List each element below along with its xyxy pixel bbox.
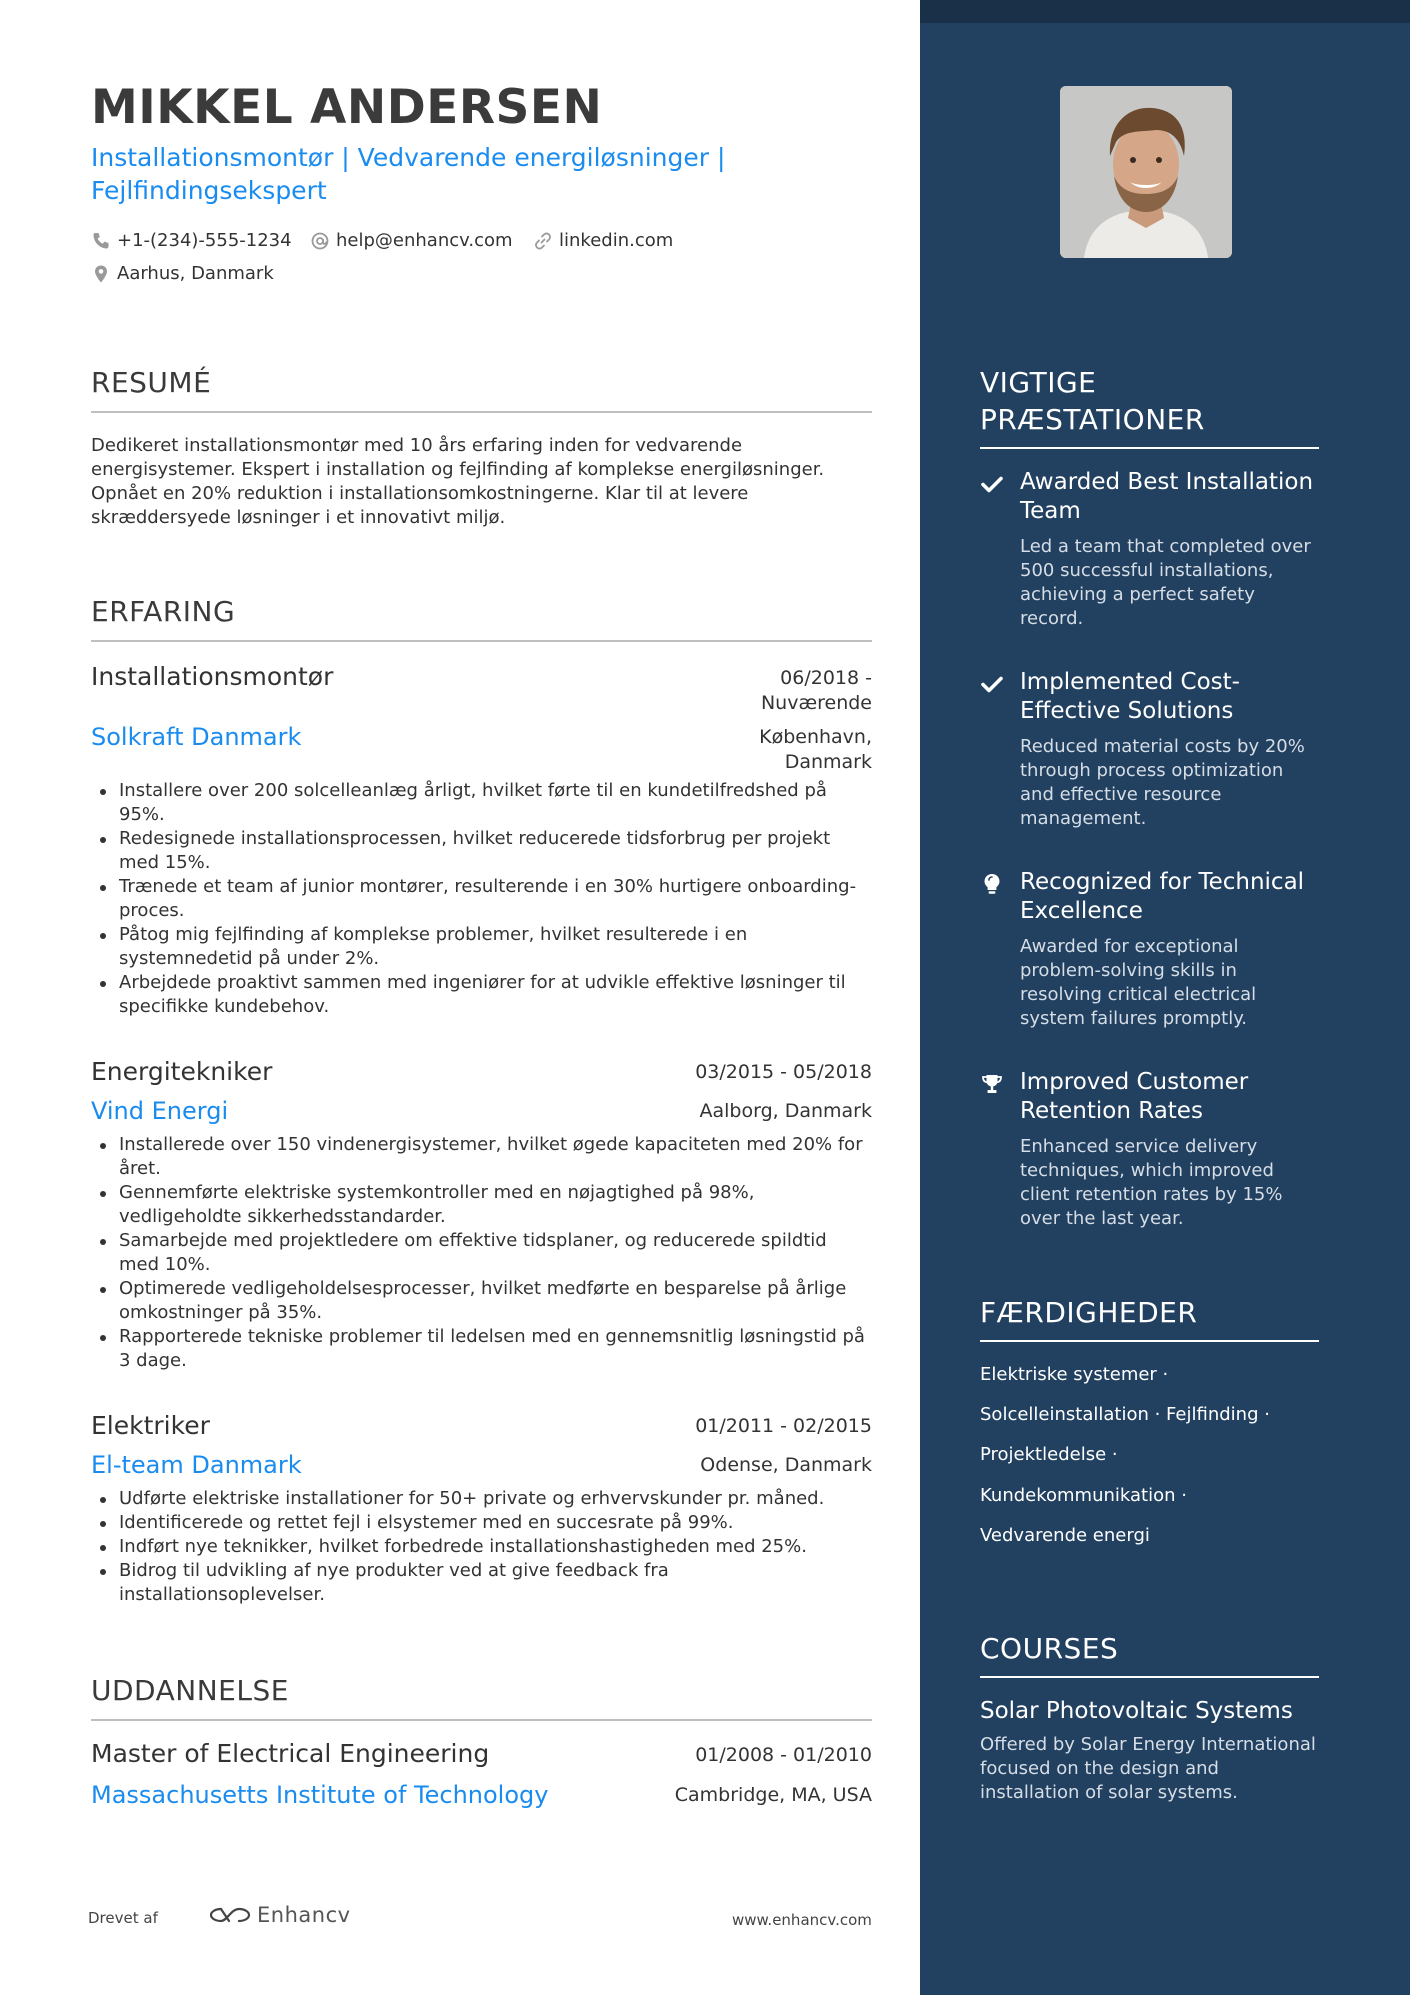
summary-heading: RESUMÉ bbox=[91, 366, 212, 399]
achievement-title: Improved Customer Retention Rates bbox=[1020, 1069, 1249, 1124]
job-company: El-team Danmark bbox=[91, 1451, 302, 1479]
footer-brand-text: Enhancv bbox=[257, 1903, 351, 1927]
summary-text: Dedikeret installationsmontør med 10 års erfaring inden for vedvarende energisystemer. Ekspert i installation og fejlfinding af komplekse energiløsninger. Opnået en 20% reduktion i installationsomkostningerne. Klar til at levere skræddersyede løsninger i et innovativt miljø. bbox=[91, 435, 825, 528]
skill-line: Vedvarende energi bbox=[980, 1525, 1150, 1546]
achievement-title: Awarded Best Installation Team bbox=[1020, 469, 1314, 524]
achievements-divider bbox=[980, 447, 1319, 449]
job-bullet: Udførte elektriske installationer for 50+ private og erhvervskunder pr. måned. bbox=[119, 1487, 872, 1511]
sidebar-top-bar bbox=[920, 0, 1410, 23]
job-bullet: Identificerede og rettet fejl i elsystemer med en succesrate på 99%. bbox=[119, 1511, 872, 1535]
job-bullet: Rapporterede tekniske problemer til ledelsen med en gennemsnitlig løsningstid på 3 dage. bbox=[119, 1325, 872, 1373]
contact-linkedin[interactable] bbox=[533, 230, 673, 251]
achievements-heading-line2: PRÆSTATIONER bbox=[980, 403, 1205, 436]
job-bullet: Installere over 200 solcelleanlæg årligt, hvilket førte til en kundetilfredshed på 95%. bbox=[119, 779, 872, 827]
courses-heading: COURSES bbox=[980, 1632, 1119, 1665]
education-date: 01/2008 - 01/2010 bbox=[695, 1744, 872, 1766]
job-date-end: Nuværende bbox=[760, 692, 872, 714]
candidate-headline: Installationsmontør | Vedvarende energiløsninger | Fejlfindingsekspert bbox=[91, 143, 726, 205]
course-desc: Offered by Solar Energy International focused on the design and installation of solar systems. bbox=[980, 1734, 1316, 1803]
skill-line: Projektledelse · bbox=[980, 1444, 1118, 1465]
job-bullet: Bidrog til udvikling af nye produkter ved at give feedback fra installationsoplevelser. bbox=[119, 1559, 872, 1607]
achievement-title: Recognized for Technical Excellence bbox=[1020, 869, 1305, 924]
experience-heading: ERFARING bbox=[91, 595, 236, 628]
skill-line: Kundekommunikation · bbox=[980, 1485, 1187, 1506]
skill-line: Solcelleinstallation · Fejlfinding · bbox=[980, 1404, 1270, 1425]
job-title: Elektriker bbox=[91, 1411, 210, 1440]
job-bullet: Optimerede vedligeholdelsesprocesser, hvilket medførte en besparelse på årlige omkostninger på 35%. bbox=[119, 1277, 872, 1325]
job-location: Odense, Danmark bbox=[700, 1454, 872, 1476]
job-title: Installationsmontør bbox=[91, 662, 334, 691]
skills-divider bbox=[980, 1340, 1319, 1342]
profile-photo bbox=[1060, 86, 1232, 258]
job-bullet: Påtog mig fejlfinding af komplekse problemer, hvilket resulterede i en systemnedetid på under 2%. bbox=[119, 923, 872, 971]
course-title: Solar Photovoltaic Systems bbox=[980, 1698, 1293, 1724]
contact-phone bbox=[91, 230, 292, 251]
job-date bbox=[761, 666, 872, 716]
education-location: Cambridge, MA, USA bbox=[674, 1784, 872, 1806]
job-bullet: Redesignede installationsprocessen, hvilket reducerede tidsforbrug per projekt med 15%. bbox=[119, 827, 872, 875]
job-company: Vind Energi bbox=[91, 1097, 229, 1125]
at-icon bbox=[310, 231, 330, 251]
education-heading: UDDANNELSE bbox=[91, 1674, 289, 1707]
job-location bbox=[759, 725, 872, 775]
achievement-desc: Reduced material costs by 20% through process optimization and effective resource management. bbox=[1020, 736, 1305, 829]
job-bullet: Indført nye teknikker, hvilket forbedrede installationshastigheden med 25%. bbox=[119, 1535, 872, 1559]
achievement-desc: Led a team that completed over 500 successful installations, achieving a perfect safety record. bbox=[1020, 536, 1311, 629]
contact-location bbox=[91, 263, 274, 284]
job-bullets bbox=[91, 1487, 872, 1607]
achievement-desc: Awarded for exceptional problem-solving skills in resolving critical electrical system failures promptly. bbox=[1020, 936, 1257, 1029]
location-text: Aarhus, Danmark bbox=[117, 263, 274, 284]
job-date: 03/2015 - 05/2018 bbox=[695, 1061, 872, 1083]
job-location-country: Danmark bbox=[784, 751, 872, 773]
skills-heading: FÆRDIGHEDER bbox=[980, 1296, 1198, 1329]
education-divider bbox=[91, 1719, 872, 1721]
job-bullet: Gennemførte elektriske systemkontroller med en nøjagtighed på 98%, vedligeholdte sikkerhedsstandarder. bbox=[119, 1181, 872, 1229]
contact-email[interactable] bbox=[310, 230, 513, 251]
lightbulb-icon bbox=[980, 872, 1004, 896]
phone-text: +1-(234)-555-1234 bbox=[117, 230, 292, 251]
achievement-title: Implemented Cost-Effective Solutions bbox=[1020, 669, 1240, 724]
job-location-city: København, bbox=[759, 726, 872, 748]
phone-icon bbox=[91, 231, 111, 251]
sidebar-column bbox=[920, 0, 1410, 1995]
footer-url[interactable]: www.enhancv.com bbox=[732, 1911, 872, 1929]
check-icon bbox=[980, 472, 1004, 496]
job-bullet: Installerede over 150 vindenergisystemer, hvilket øgede kapaciteten med 20% for året. bbox=[119, 1133, 872, 1181]
avatar-illustration bbox=[1060, 86, 1232, 258]
job-bullet: Samarbejde med projektledere om effektive tidsplaner, og reducerede spildtid med 10%. bbox=[119, 1229, 872, 1277]
job-bullet: Trænede et team af junior montører, resulterende i en 30% hurtigere onboarding-proces. bbox=[119, 875, 872, 923]
education-school: Massachusetts Institute of Technology bbox=[91, 1781, 549, 1809]
check-icon bbox=[980, 672, 1004, 696]
summary-divider bbox=[91, 411, 872, 413]
job-date: 01/2011 - 02/2015 bbox=[695, 1415, 872, 1437]
job-location: Aalborg, Danmark bbox=[699, 1100, 872, 1122]
courses-divider bbox=[980, 1676, 1319, 1678]
candidate-name: MIKKEL ANDERSEN bbox=[91, 80, 603, 135]
job-title: Energitekniker bbox=[91, 1057, 273, 1086]
footer-brand[interactable] bbox=[207, 1903, 351, 1927]
enhancv-logo-icon bbox=[207, 1903, 253, 1927]
link-icon bbox=[533, 231, 553, 251]
skill-line: Elektriske systemer · bbox=[980, 1364, 1169, 1385]
education-degree: Master of Electrical Engineering bbox=[91, 1739, 490, 1768]
achievements-heading bbox=[980, 364, 1320, 438]
job-bullets bbox=[91, 779, 872, 1019]
achievements-heading-line1: VIGTIGE bbox=[980, 366, 1097, 399]
location-pin-icon bbox=[91, 264, 111, 284]
email-text: help@enhancv.com bbox=[336, 230, 513, 251]
achievement-desc: Enhanced service delivery techniques, which improved client retention rates by 15% over the last year. bbox=[1020, 1136, 1283, 1229]
job-bullets bbox=[91, 1133, 872, 1373]
linkedin-text: linkedin.com bbox=[559, 230, 674, 251]
job-bullet: Arbejdede proaktivt sammen med ingeniører for at udvikle effektive løsninger til specifikke kundebehov. bbox=[119, 971, 872, 1019]
job-company: Solkraft Danmark bbox=[91, 723, 302, 751]
trophy-icon bbox=[980, 1072, 1004, 1096]
job-date-start: 06/2018 - bbox=[780, 667, 872, 689]
footer-powered-by: Drevet af bbox=[88, 1909, 158, 1927]
experience-divider bbox=[91, 640, 872, 642]
